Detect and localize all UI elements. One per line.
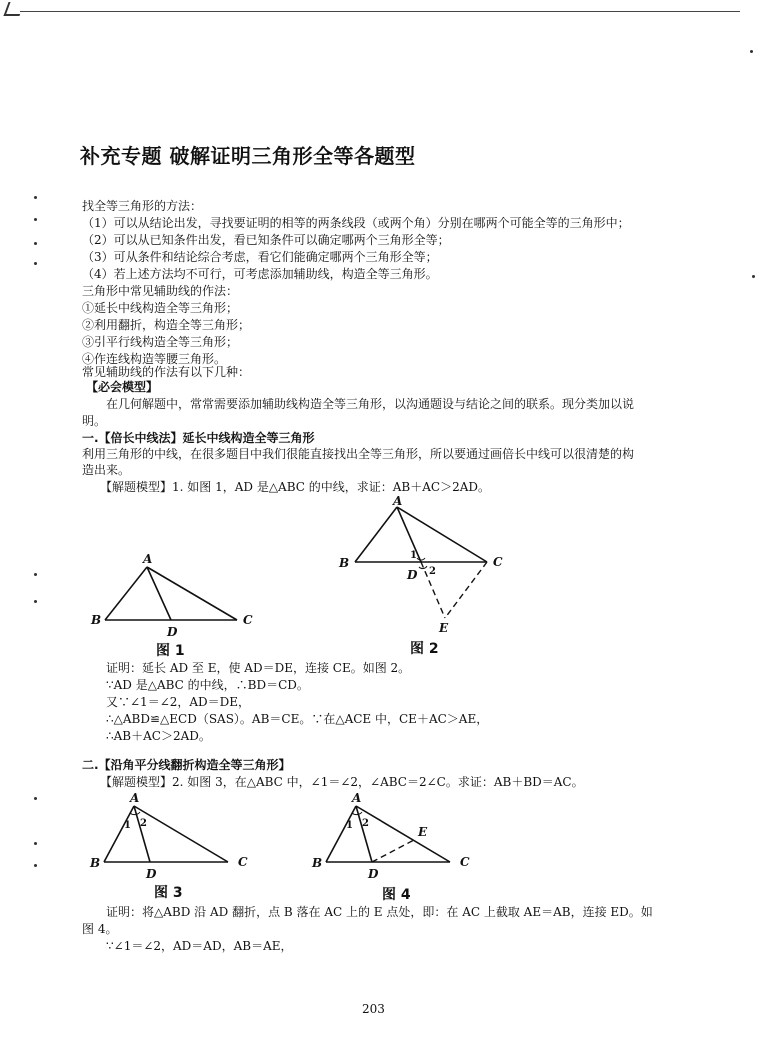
method-4: （4）若上述方法均不可行，可考虑添加辅助线，构造全等三角形。 — [82, 267, 438, 281]
angle-1-arc — [417, 558, 425, 560]
fig4-label-b: B — [312, 856, 323, 870]
proof-1-line-3: 又∵∠1＝∠2，AD＝DE， — [106, 695, 251, 709]
segment-de-dashed — [372, 840, 414, 862]
intro-paragraph-line-2: 明。 — [82, 414, 107, 428]
method-1: （1）可以从结论出发，寻找要证明的相等的两条线段（或两个角）分别在哪两个可能全等的三角形中； — [82, 216, 630, 230]
segment-ab — [104, 806, 134, 862]
scan-dot — [34, 600, 37, 603]
fig4-label-d: D — [368, 867, 379, 881]
scan-dot — [34, 242, 37, 245]
scan-dot — [34, 218, 37, 221]
intro-paragraph-line-1: 在几何解题中，常常需要添加辅助线构造全等三角形，以沟通题设与结论之间的联系。现分类加以说 — [106, 397, 635, 411]
aux-heading: 三角形中常见辅助线的作法： — [82, 284, 239, 298]
fig1-label-c: C — [243, 613, 253, 627]
method-3: （3）可从条件和结论综合考虑，看它们能确定哪两个三角形全等； — [82, 250, 438, 264]
fig4-angle-1-label: 1 — [346, 820, 353, 831]
section-2-heading: 二.【沿角平分线翻折构造全等三角形】 — [82, 758, 291, 772]
scan-dot — [752, 275, 755, 278]
fig4-label-a: A — [352, 791, 362, 805]
page-title: 补充专题 破解证明三角形全等各题型 — [80, 144, 416, 168]
problem-1: 【解题模型】1. 如图 1，AD 是△ABC 的中线，求证：AB＋AC＞2AD。 — [100, 480, 491, 494]
figure-3-triangle — [88, 790, 268, 882]
scan-dot — [34, 797, 37, 800]
aux-item-2: ②利用翻折，构造全等三角形； — [82, 318, 251, 332]
fig2-label-a: A — [393, 494, 403, 508]
proof-1-line-2: ∵AD 是△ABC 的中线，∴BD＝CD。 — [106, 678, 309, 692]
aux-item-4: ④作连线构造等腰三角形。 — [82, 352, 227, 366]
fig4-label-e: E — [418, 825, 428, 839]
scan-dot — [34, 573, 37, 576]
fig2-label-d: D — [407, 568, 418, 582]
proof-1-line-4: ∴△ABD≌△ECD（SAS）。AB＝CE。∵在△ACE 中，CE＋AC＞AE， — [106, 712, 489, 726]
scan-dot — [34, 196, 37, 199]
aux-item-1: ①延长中线构造全等三角形； — [82, 301, 239, 315]
fig4-angle-2-label: 2 — [362, 818, 369, 829]
fig3-label-b: B — [90, 856, 101, 870]
fig4-label-c: C — [460, 855, 470, 869]
section-1-heading: 一.【倍长中线法】延长中线构造全等三角形 — [82, 431, 315, 445]
proof-2-line-2: 图 4。 — [82, 922, 118, 936]
scan-dot — [34, 842, 37, 845]
must-model-label: 【必会模型】 — [86, 380, 159, 394]
fig3-label-a: A — [130, 791, 140, 805]
scan-dot — [34, 262, 37, 265]
intro-heading: 找全等三角形的方法： — [82, 199, 203, 213]
figure-2-triangle — [335, 492, 515, 640]
figure-1-triangle — [85, 550, 265, 640]
figure-3-caption: 图 3 — [154, 885, 183, 901]
segment-ab — [326, 806, 356, 862]
common-methods-line: 常见辅助线的作法有以下几种： — [82, 365, 251, 379]
fig3-label-c: C — [238, 855, 248, 869]
segment-ac — [147, 567, 237, 620]
segment-ab — [355, 507, 397, 562]
proof-2-line-1: 证明：将△ABD 沿 AD 翻折，点 B 落在 AC 上的 E 点处，即：在 AC 上截取 AE＝AB，连接 ED。如 — [106, 905, 653, 919]
proof-1-line-5: ∴AB＋AC＞2AD。 — [106, 729, 211, 743]
figure-4-caption: 图 4 — [382, 887, 411, 903]
section-1-desc-line-2: 造出来。 — [82, 463, 131, 477]
figure-4-triangle — [310, 790, 490, 882]
scan-dot — [34, 864, 37, 867]
figure-2-caption: 图 2 — [410, 641, 439, 657]
fig3-angle-2-label: 2 — [140, 818, 147, 829]
proof-2-line-3: ∵∠1＝∠2，AD＝AD，AB＝AE， — [106, 939, 293, 953]
segment-ab — [105, 567, 147, 620]
page-number: 203 — [362, 1002, 385, 1016]
problem-2: 【解题模型】2. 如图 3，在△ABC 中，∠1＝∠2，∠ABC＝2∠C。求证：AB＋BD＝AC。 — [100, 775, 584, 789]
section-1-desc-line-1: 利用三角形的中线，在很多题目中我们很能直接找出全等三角形，所以要通过画倍长中线可以很清楚的构 — [82, 447, 635, 461]
aux-item-3: ③引平行线构造全等三角形； — [82, 335, 239, 349]
fig1-label-b: B — [91, 613, 102, 627]
fig3-label-d: D — [146, 867, 157, 881]
segment-ce-dashed — [445, 562, 487, 618]
proof-1-line-1: 证明：延长 AD 至 E，使 AD＝DE，连接 CE。如图 2。 — [106, 661, 411, 675]
scan-top-edge — [20, 11, 740, 12]
scan-dot — [750, 50, 753, 53]
fig2-label-e: E — [439, 621, 449, 635]
fig2-label-b: B — [339, 556, 350, 570]
method-2: （2）可以从已知条件出发，看已知条件可以确定哪两个三角形全等； — [82, 233, 450, 247]
figure-1-caption: 图 1 — [156, 643, 185, 659]
fig2-label-c: C — [493, 555, 503, 569]
fig2-angle-1-label: 1 — [410, 550, 417, 561]
fig2-angle-2-label: 2 — [429, 566, 436, 577]
scan-corner-mark — [3, 2, 24, 16]
fig1-label-d: D — [167, 625, 178, 639]
fig3-angle-1-label: 1 — [124, 820, 131, 831]
fig1-label-a: A — [143, 552, 153, 566]
